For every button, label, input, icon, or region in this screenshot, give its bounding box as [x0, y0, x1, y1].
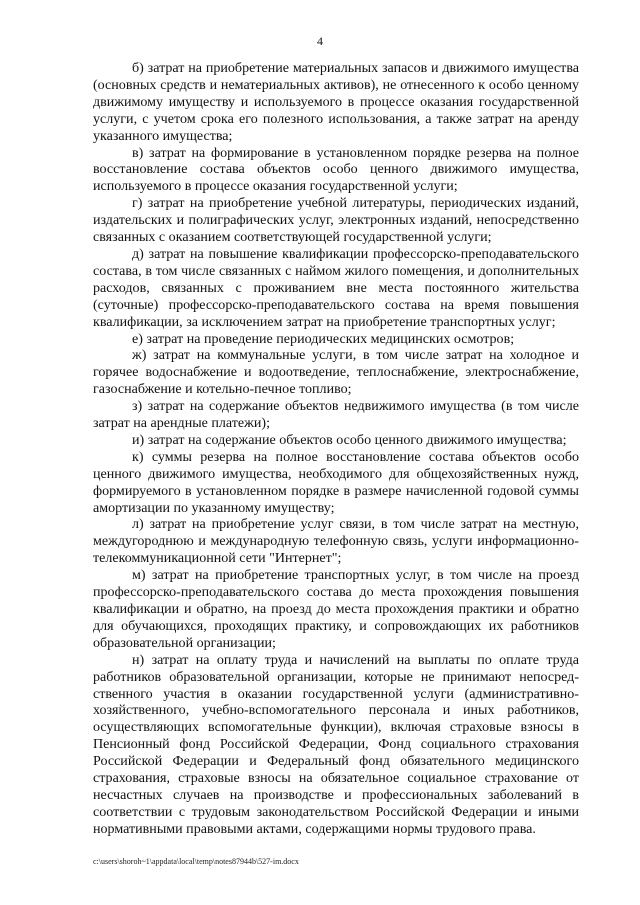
paragraph-b: б) затрат на приобретение материальных запасов и движимого имущества (основных средств и нематериальных активов), не отнесенного к особо ценному движимому имуществу и используемого в процессе оказания государственной услуги, с учетом срока его полезного использования, а также затрат на аренду указанного имущества; [93, 60, 579, 144]
page-number: 4 [317, 34, 323, 48]
paragraph-zh: ж) затрат на коммунальные услуги, в том числе затрат на холодное и горячее водоснабжение и водоотведение, теплоснабжение, электроснабжение, газоснабжение и котельно-печное топливо; [93, 347, 579, 398]
paragraph-k: к) суммы резерва на полное восстановление состава объектов особо ценного движимого имущества, необходимого для общехозяйственных нужд, формируемого в установленном порядке в размере начисленной годовой суммы амортизации по указанному имуществу; [93, 448, 579, 516]
paragraph-z: з) затрат на содержание объектов недвижимого имущества (в том числе затрат на арендные платежи); [93, 398, 579, 432]
paragraph-d: д) затрат на повышение квалификации профессорско-преподавательского состава, в том числе связанных с наймом жилого помещения, и дополнительных расходов, связанных с проживанием вне места постоянного жительства (суточные) профессорско-преподавательского состава на время повышения квалификации, за исключением затрат на приобретение транспортных услуг; [93, 245, 579, 330]
paragraph-n: н) затрат на оплату труда и начислений на выплаты по оплате труда работников образовательной организации, которые не принимают непосредственного участия в оказании государственной услуги (административно-хозяйственного, учебно-вспомогательного персонала и иных работников, осуществляющих вспомогательные функции), включая страховые взносы в Пенсионный фонд Российской Федерации, Фонд социального страхования Российской Федерации и Федеральный фонд обязательного медицинского страхования, страховые взносы на обязательное социальное страхование от несчастных случаев на производстве и профессиональных заболеваний в соответствии с трудовым законодательством Российской Федерации и иными нормативными правовыми актами, содержащими нормы трудового права. [93, 651, 579, 837]
paragraph-g: г) затрат на приобретение учебной литературы, периодических изданий, издательских и полиграфических услуг, электронных изданий, непосредственно связанных с оказанием соответствующей государственной услуги; [93, 195, 579, 246]
paragraph-l: л) затрат на приобретение услуг связи, в том числе затрат на местную, междугороднюю и международную телефонную связь, услуги информационно-телекоммуникационной сети "Интернет"; [93, 516, 579, 567]
footer-file-path: c:\users\shoroh~1\appdata\local\temp\notes87944b\527-im.docx [93, 857, 299, 866]
paragraph-v: в) затрат на формирование в установленном порядке резерва на полное восстановление состава объектов особо ценного движимого имущества, используемого в процессе оказания государственной услуги; [93, 144, 579, 195]
paragraph-e: е) затрат на проведение периодических медицинских осмотров; [132, 330, 515, 347]
document-body [93, 60, 579, 838]
paragraph-i: и) затрат на содержание объектов особо ценного движимого имущества; [132, 431, 567, 448]
paragraph-m: м) затрат на приобретение транспортных услуг, в том числе на проезд профессорско-преподавательского состава до места прохождения повышения квалификации и обратно, на проезд до места прохождения практики и обратно для обучающихся, проходящих практику, и сопровождающих их работников образовательной организации; [93, 567, 579, 651]
